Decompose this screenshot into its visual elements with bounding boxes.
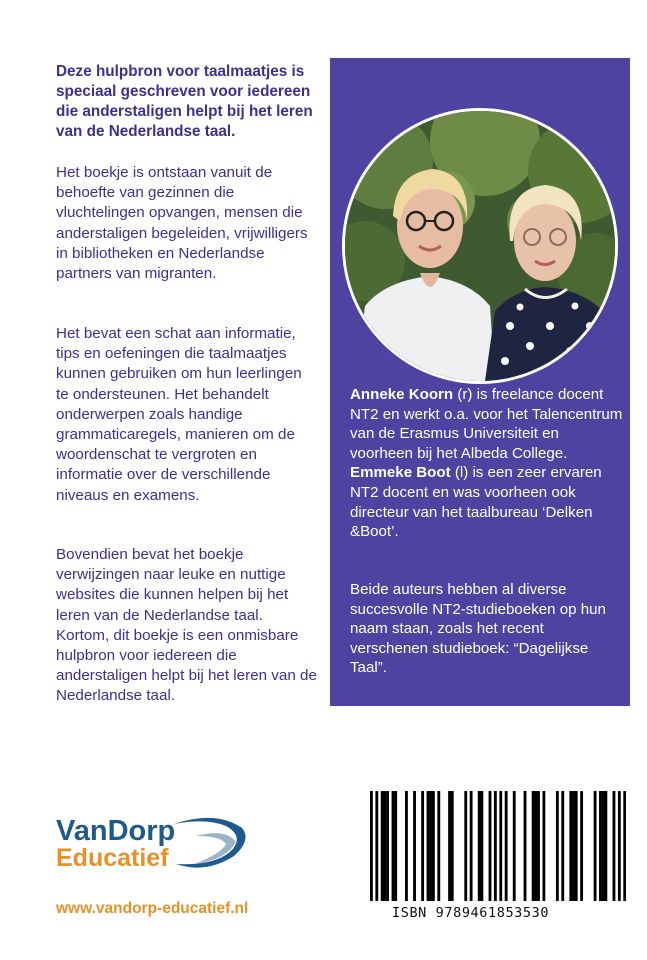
barcode-bar [569, 791, 572, 901]
barcode-bar [513, 791, 516, 901]
barcode-bar [437, 791, 440, 901]
barcode-bar [405, 791, 408, 901]
barcode-bar [421, 791, 424, 901]
barcode-bar [580, 791, 583, 901]
barcode-bar [561, 791, 564, 901]
barcode-bar [604, 791, 607, 901]
author1-name: Anneke Koorn [350, 386, 454, 403]
barcode-bar [572, 791, 575, 901]
isbn-number: ISBN 9789461853530 [392, 905, 550, 921]
barcode-bar [478, 791, 481, 901]
barcode-bar [599, 791, 602, 901]
isbn-barcode [370, 791, 626, 901]
barcode-bar [494, 791, 497, 901]
description-paragraph-1: Het boekje is ontstaan vanuit de behoefte van gezinnen die vluchtelingen opvangen, mensen die anderstaligen begeleiden, vrijwilligers in bibliotheken en Nederlandse partners van migranten. [56, 164, 308, 283]
publisher-logo [56, 806, 256, 878]
barcode-bar [623, 791, 626, 901]
author-panel [330, 58, 630, 706]
barcode-bar [575, 791, 578, 901]
barcode-bar [613, 791, 616, 901]
barcode-bar [542, 791, 545, 901]
barcode-bar [489, 791, 492, 901]
barcode-bar [556, 791, 559, 901]
authors-closing-text: Beide auteurs hebben al diverse succesvolle NT2-studieboeken op hun naam staan, zoals het recent verschenen studieboek: “Dagelijkse Taal”. [350, 581, 606, 677]
description-paragraph-2: Het bevat een schat aan informatie, tips en oefeningen die taalmaatjes kunnen gebruiken om hun leerlingen te ondersteunen. Het behandelt onderwerpen zoals handige grammaticaregels, manieren om de woordenschat te vergroten en informatie over de verschillende niveaus en examens. [56, 325, 302, 504]
barcode-bar [413, 791, 416, 901]
barcode-bar [532, 791, 535, 901]
description-paragraph-3: Bovendien bevat het boekje verwijzingen naar leuke en nuttige websites die kunnen helpen bij het leren van de Nederlandse taal. Kortom, dit boekje is een onmisbare hulpbron voor iedereen die anderstaligen helpt bij het leren van de Nederlandse taal. [56, 546, 317, 705]
barcode-bar [381, 791, 384, 901]
barcode-bar [375, 791, 378, 901]
author1-description: (r) is freelance docent NT2 en werkt o.a. voor het Talencentrum van de Erasmus Universiteit en voorheen bij het Albeda College. [350, 386, 623, 462]
barcode-bar [427, 791, 430, 901]
authors-photo-illustration [345, 111, 615, 381]
barcode-bar [392, 791, 395, 901]
author2-name: Emmeke Boot [350, 464, 451, 482]
barcode-bar [537, 791, 540, 901]
authors-photo [342, 108, 618, 384]
barcode-bar [448, 791, 451, 901]
barcode-bar [594, 791, 597, 901]
barcode-bar [505, 791, 508, 901]
author2-description: (l) is een zeer ervaren NT2 docent en was voorheen ook directeur van het taalbureau ‘Delken &Boot’. [350, 464, 602, 541]
barcode-bar [618, 791, 621, 901]
barcode-bar [432, 791, 435, 901]
barcode-bar [383, 791, 386, 901]
publisher-logo-graphic [56, 806, 256, 878]
barcode-bar [386, 791, 389, 901]
barcode-bar [602, 791, 605, 901]
barcode-bar [480, 791, 483, 901]
barcode-bar [534, 791, 537, 901]
author-bio [350, 385, 625, 542]
barcode-bar [429, 791, 432, 901]
barcode-bar [451, 791, 454, 901]
barcode-bar [524, 791, 527, 901]
barcode-bar [464, 791, 467, 901]
logo-line-2: Educatief [56, 844, 169, 872]
publisher-website: www.vandorp-educatief.nl [56, 900, 249, 917]
logo-line-1: VanDorp [56, 815, 176, 847]
barcode-bar [370, 791, 373, 901]
barcode-bar [499, 791, 502, 901]
barcode-bar [470, 791, 473, 901]
barcode-bar [394, 791, 397, 901]
intro-text: Deze hulpbron voor taalmaatjes is speciaal geschreven voor iedereen die anderstaligen helpt bij het leren van de Nederlandse taal. [56, 63, 313, 140]
